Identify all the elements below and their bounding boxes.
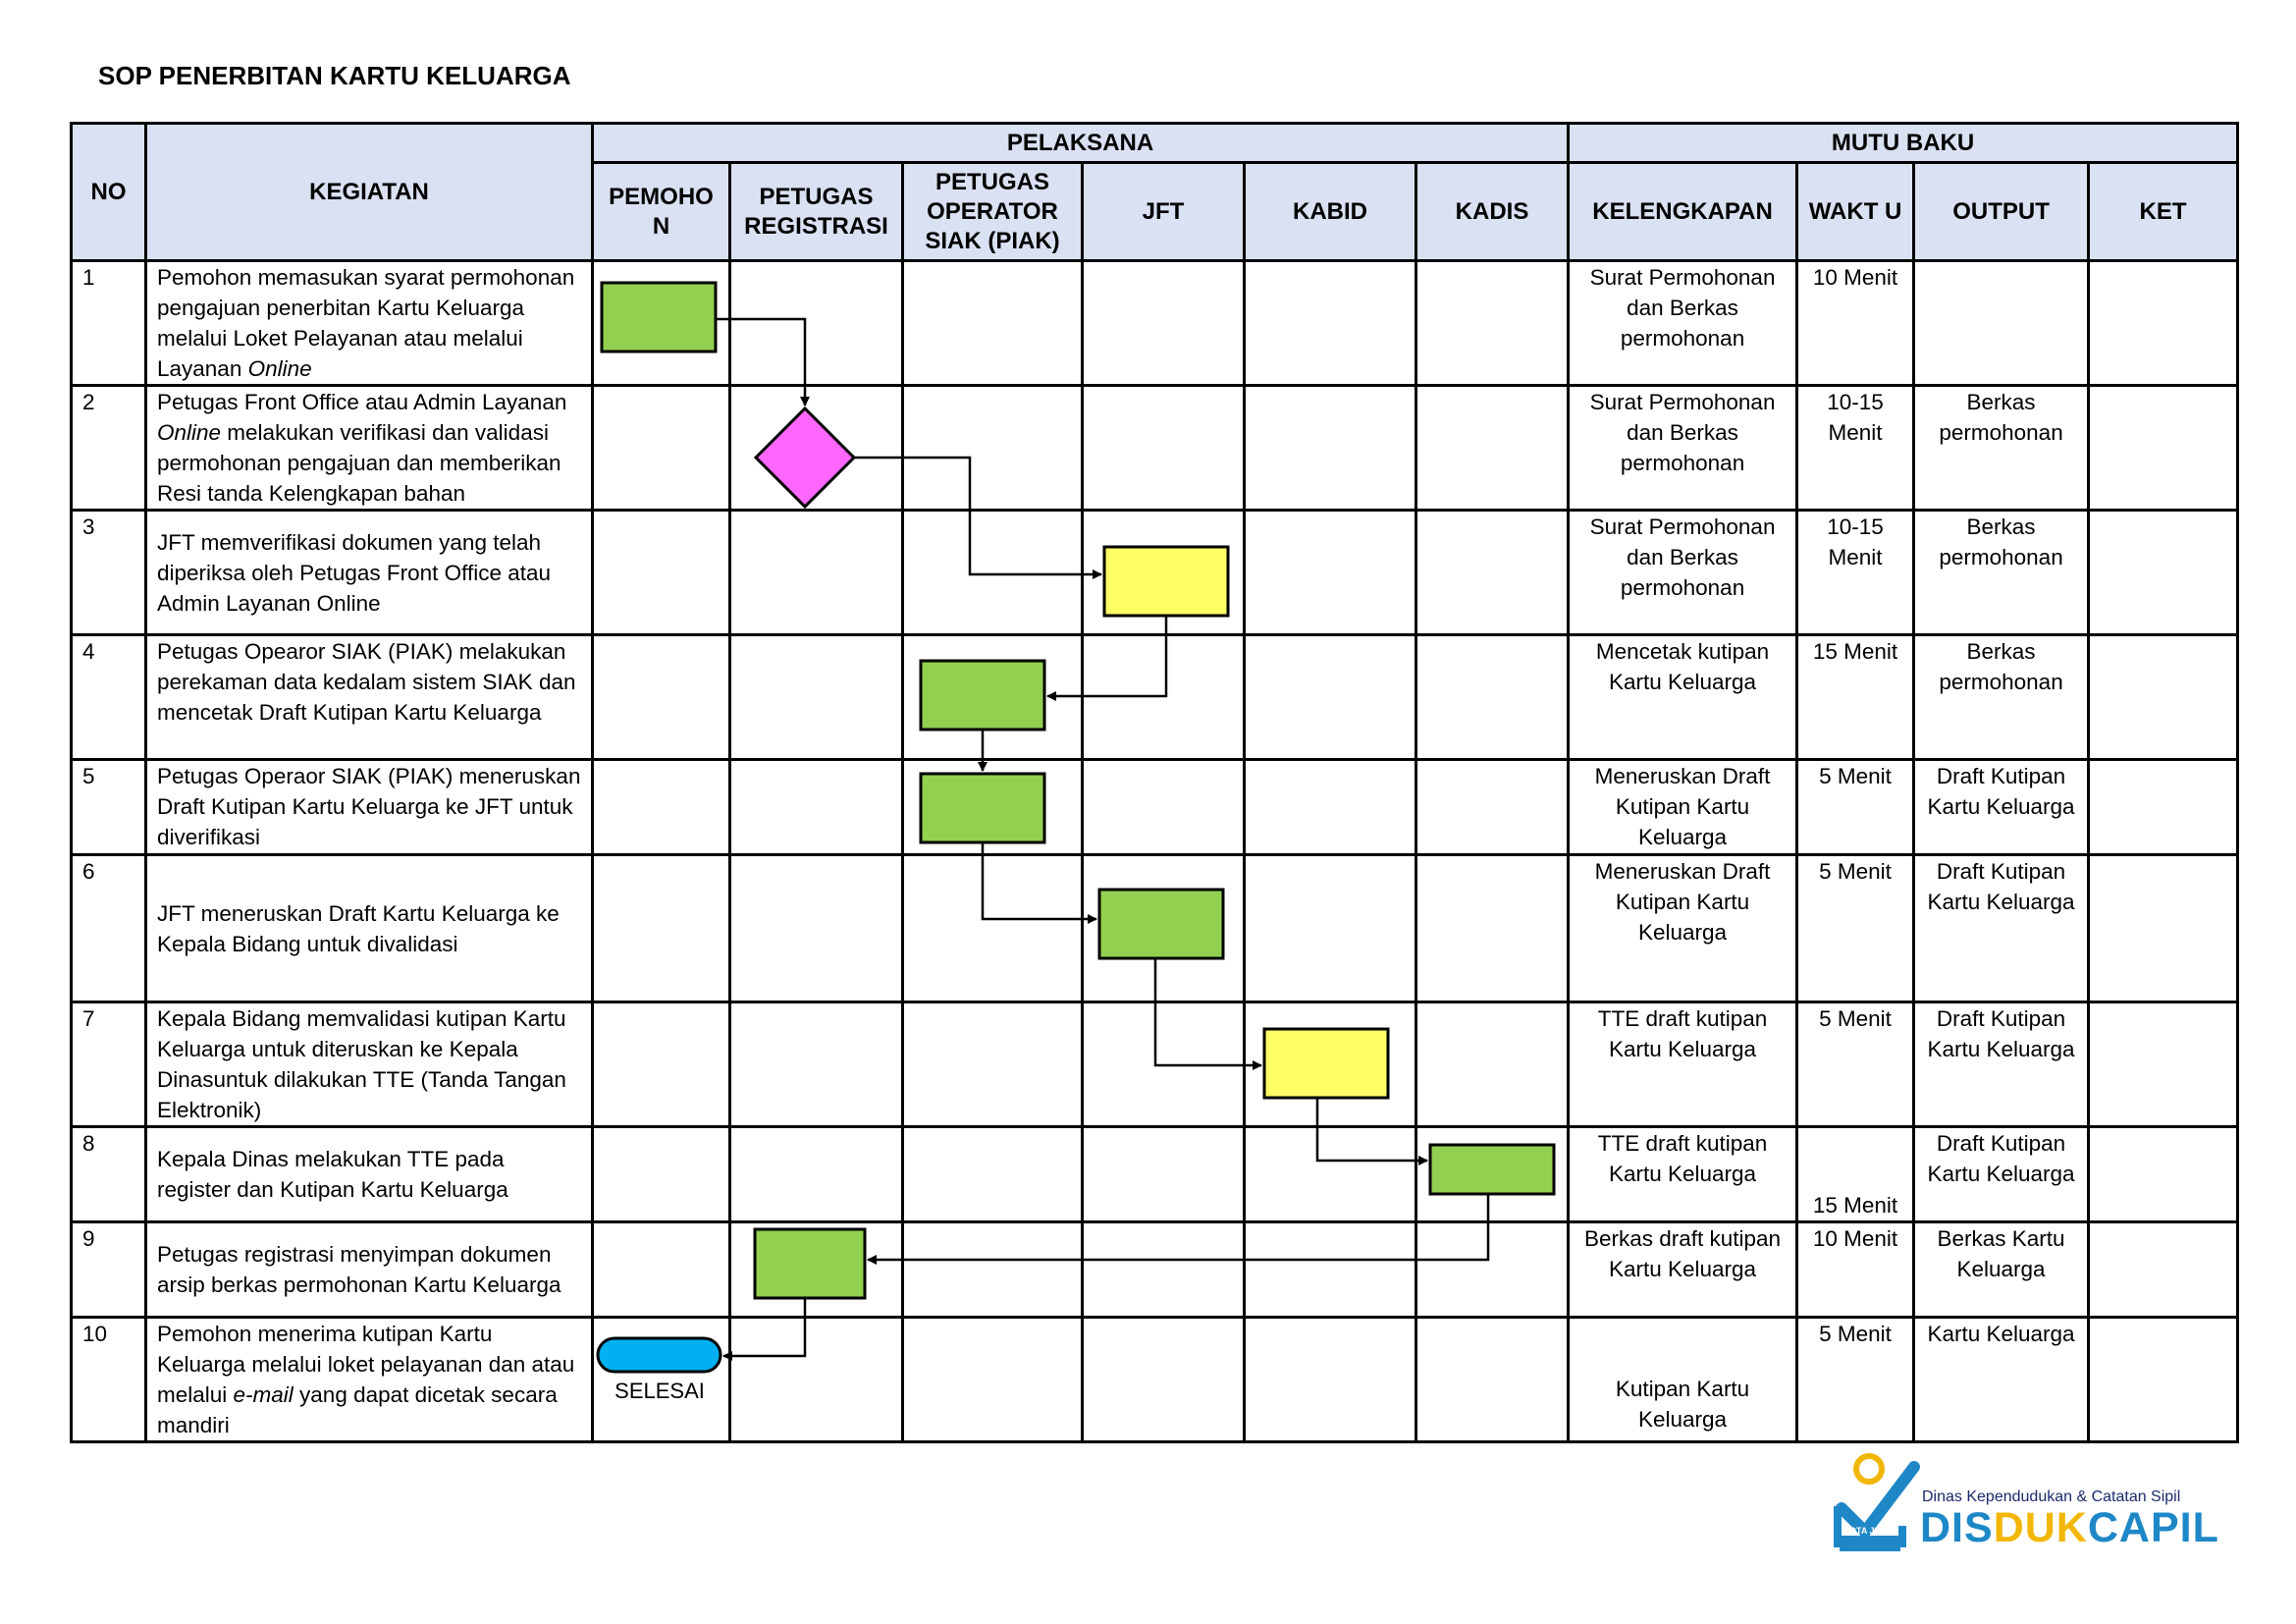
row-output: Draft Kutipan Kartu Keluarga [1914, 1002, 2089, 1127]
row-kegiatan: Kepala Bidang memvalidasi kutipan Kartu Keluarga untuk diteruskan ke Kepala Dinasuntuk dilakukan TTE (Tanda Tangan Elektronik) [146, 1002, 593, 1127]
row-ket [2089, 511, 2238, 635]
row-kelengkapan: TTE draft kutipan Kartu Keluarga [1569, 1127, 1797, 1222]
row-output: Draft Kutipan Kartu Keluarga [1914, 760, 2089, 855]
row-output [1914, 261, 2089, 386]
row-output: Draft Kutipan Kartu Keluarga [1914, 1127, 2089, 1222]
table-row [72, 1127, 2238, 1222]
row-waktu: 5 Menit [1797, 1318, 1914, 1442]
header-kelengkapan: KELENGKAPAN [1569, 163, 1797, 261]
logo-emblem-icon [1834, 1447, 1922, 1555]
row-kegiatan: JFT meneruskan Draft Kartu Keluarga ke Kepala Bidang untuk divalidasi [146, 855, 593, 1002]
row-waktu: 10-15 Menit [1797, 511, 1914, 635]
row-ket [2089, 635, 2238, 760]
row-number: 10 [72, 1318, 146, 1442]
row-waktu: 10-15 Menit [1797, 386, 1914, 511]
row-kelengkapan: Meneruskan Draft Kutipan Kartu Keluarga [1569, 855, 1797, 1002]
row-kelengkapan: Meneruskan Draft Kutipan Kartu Keluarga [1569, 760, 1797, 855]
header-petugas-registrasi: PETUGAS REGISTRASI [730, 163, 903, 261]
table-row [72, 635, 2238, 760]
table-row [72, 1002, 2238, 1127]
row-ket [2089, 1127, 2238, 1222]
header-ket: KET [2089, 163, 2238, 261]
row-waktu: 5 Menit [1797, 760, 1914, 855]
row-ket [2089, 1318, 2238, 1442]
disdukcapil-logo [1834, 1447, 2219, 1555]
row-number: 1 [72, 261, 146, 386]
row-kelengkapan: TTE draft kutipan Kartu Keluarga [1569, 1002, 1797, 1127]
row-output: Berkas permohonan [1914, 635, 2089, 760]
header-waktu: WAKT U [1797, 163, 1914, 261]
header-mutu-baku: MUTU BAKU [1569, 124, 2238, 163]
row-kegiatan: Petugas Operaor SIAK (PIAK) meneruskan Draft Kutipan Kartu Keluarga ke JFT untuk diverifikasi [146, 760, 593, 855]
header-kabid: KABID [1245, 163, 1416, 261]
header-output: OUTPUT [1914, 163, 2089, 261]
row-number: 5 [72, 760, 146, 855]
terminator-label: SELESAI [614, 1379, 705, 1403]
row-kelengkapan: Mencetak kutipan Kartu Keluarga [1569, 635, 1797, 760]
row-kelengkapan: Surat Permohonan dan Berkas permohonan [1569, 511, 1797, 635]
row-kegiatan: Petugas registrasi menyimpan dokumen arsip berkas permohonan Kartu Keluarga [146, 1222, 593, 1318]
row-number: 2 [72, 386, 146, 511]
table-row [72, 855, 2238, 1002]
row-ket [2089, 1002, 2238, 1127]
header-petugas-operator: PETUGAS OPERATOR SIAK (PIAK) [903, 163, 1083, 261]
row-kegiatan: Pemohon menerima kutipan Kartu Keluarga melalui loket pelayanan dan atau melalui e-mail yang dapat dicetak secara mandiri [146, 1318, 593, 1442]
header-no: NO [72, 124, 146, 261]
row-kelengkapan: Berkas draft kutipan Kartu Keluarga [1569, 1222, 1797, 1318]
row-waktu: 15 Menit [1797, 635, 1914, 760]
row-waktu: 15 Menit [1797, 1127, 1914, 1222]
table-row [72, 386, 2238, 511]
table-row [72, 261, 2238, 386]
row-kelengkapan: Kutipan Kartu Keluarga [1569, 1318, 1797, 1442]
row-ket [2089, 386, 2238, 511]
row-output: Kartu Keluarga [1914, 1318, 2089, 1442]
row-number: 6 [72, 855, 146, 1002]
row-output: Berkas permohonan [1914, 511, 2089, 635]
row-ket [2089, 760, 2238, 855]
row-kegiatan: JFT memverifikasi dokumen yang telah diperiksa oleh Petugas Front Office atau Admin Layanan Online [146, 511, 593, 635]
row-output: Berkas permohonan [1914, 386, 2089, 511]
row-ket [2089, 261, 2238, 386]
row-waktu: 5 Menit [1797, 1002, 1914, 1127]
logo-tagline: Dinas Kependudukan & Catatan Sipil [1922, 1489, 2181, 1505]
header-kegiatan: KEGIATAN [146, 124, 593, 261]
row-ket [2089, 1222, 2238, 1318]
row-output: Berkas Kartu Keluarga [1914, 1222, 2089, 1318]
table-row [72, 1222, 2238, 1318]
row-kegiatan: Petugas Front Office atau Admin Layanan Online melakukan verifikasi dan validasi permohonan pengajuan dan memberikan Resi tanda Kelengkapan bahan [146, 386, 593, 511]
row-waktu: 10 Menit [1797, 1222, 1914, 1318]
table-row [72, 511, 2238, 635]
header-jft: JFT [1083, 163, 1245, 261]
row-number: 3 [72, 511, 146, 635]
row-ket [2089, 855, 2238, 1002]
row-kelengkapan: Surat Permohonan dan Berkas permohonan [1569, 386, 1797, 511]
page-title: SOP PENERBITAN KARTU KELUARGA [98, 61, 571, 90]
row-waktu: 10 Menit [1797, 261, 1914, 386]
row-waktu: 5 Menit [1797, 855, 1914, 1002]
table-row [72, 760, 2238, 855]
row-kegiatan: Pemohon memasukan syarat permohonan pengajuan penerbitan Kartu Keluarga melalui Loket Pelayanan atau melalui Layanan Online [146, 261, 593, 386]
row-number: 4 [72, 635, 146, 760]
row-output: Draft Kutipan Kartu Keluarga [1914, 855, 2089, 1002]
logo-city: KOTA JAMBI [1842, 1526, 1897, 1536]
table-row [72, 1318, 2238, 1442]
logo-name: DISDUKCAPIL [1920, 1504, 2219, 1551]
row-kegiatan: Kepala Dinas melakukan TTE pada register dan Kutipan Kartu Keluarga [146, 1127, 593, 1222]
row-number: 8 [72, 1127, 146, 1222]
sop-table [70, 122, 2239, 1443]
row-number: 7 [72, 1002, 146, 1127]
row-kegiatan: Petugas Opearor SIAK (PIAK) melakukan perekaman data kedalam sistem SIAK dan mencetak Draft Kutipan Kartu Keluarga [146, 635, 593, 760]
header-kadis: KADIS [1416, 163, 1569, 261]
row-number: 9 [72, 1222, 146, 1318]
row-kelengkapan: Surat Permohonan dan Berkas permohonan [1569, 261, 1797, 386]
header-pemohon: PEMOHO N [593, 163, 730, 261]
header-pelaksana: PELAKSANA [593, 124, 1569, 163]
